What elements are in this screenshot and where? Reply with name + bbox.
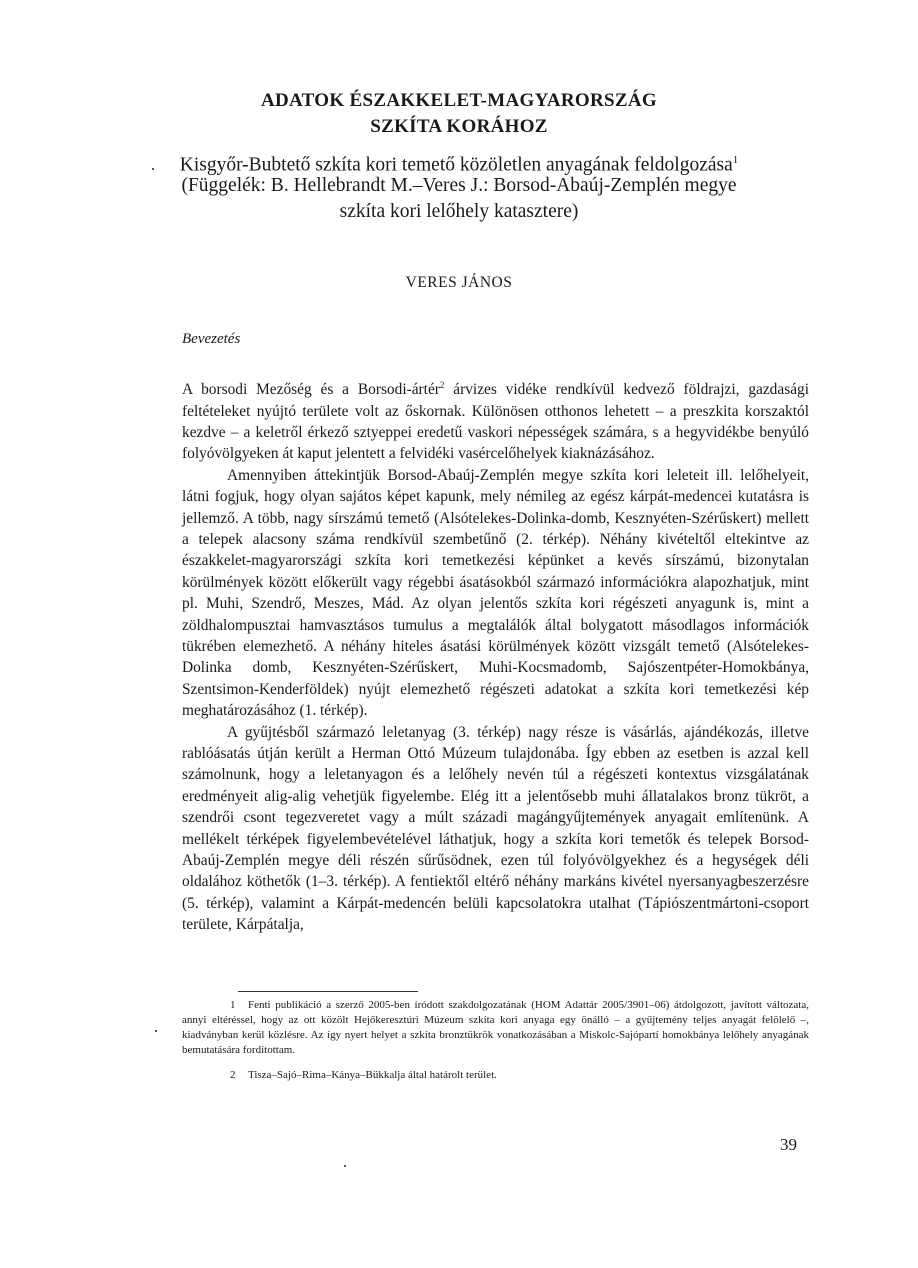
article-title-line-2: SZKÍTA KORÁHOZ xyxy=(370,116,548,137)
scan-speck xyxy=(152,168,154,170)
footnote-text: Tisza–Sajó–Rima–Kánya–Bükkalja által határolt terület. xyxy=(248,1069,497,1081)
scan-speck xyxy=(155,1030,157,1032)
paragraph: A gyűjtésből származó leletanyag (3. térkép) nagy része is vásárlás, ajándékozás, illetve rablóásatás útján került a Herman Ottó Múzeum tulajdonába. Így ebben az esetben is azzal kell számolnunk, hogy a leletanyagon és a lelőhely nevén túl a régészeti kontextus vizsgálatának eredményeit alig-alig vehetjük figyelembe. Elég itt a jelentősebb muhi állatalakos bronz tükröt, a szendrői csont tegezveretet vagy a múlt századi magángyűjtemények anyagait említenünk. A mellékelt térképek figyelembevételével láthatjuk, hogy a szkíta kori temetők és telepek Borsod-Abaúj-Zemplén megye déli részén sűrűsödnek, ezen túl folyóvölgyekhez és a hegységek déli oldalához köthetők (1–3. térkép). A fentiektől eltérő néhány markáns kivétel nyersanyagbeszerzésre (5. térkép), valamint a Kárpát-medencén belüli kapcsolatokra utalhat (Tápiószentmártoni-csoport területe, Kárpátalja, xyxy=(182,723,809,934)
section-heading: Bevezetés xyxy=(182,331,241,347)
paragraph-text: A borsodi Mezőség és a Borsodi-ártér xyxy=(182,381,440,399)
footnote-separator xyxy=(238,991,418,992)
footnote-number: 2 xyxy=(230,1069,236,1081)
paragraph xyxy=(182,375,809,465)
body-text xyxy=(182,375,809,936)
scan-speck xyxy=(344,1165,346,1167)
footnote xyxy=(182,998,809,1058)
subtitle-line-2: (Függelék: B. Hellebrandt M.–Veres J.: Borsod-Abaúj-Zemplén megye xyxy=(181,175,737,196)
article-title-line-1: ADATOK ÉSZAKKELET-MAGYARORSZÁG xyxy=(261,90,657,111)
footnote-marker-2[interactable]: 2 xyxy=(439,380,445,390)
subtitle-line-1-text: Kisgyőr-Bubtető szkíta kori temető közöletlen anyagának feldolgozása xyxy=(179,154,733,176)
footnote-text: Fenti publikáció a szerző 2005-ben íródott szakdolgozatának (HOM Adattár 2005/3901–06) átdolgozott, javított változata, annyi eltéréssel, hogy az ott közölt Hejőkeresztúri Múzeum szkíta kori anyaga egy önálló – a gyűjtemény teljes anyagát felölelő –, kiadványban kerül közlésre. Az így nyert helyet a szkíta bronztükrök vonatkozásában a Miskolc-Sajópartí homokbánya lelőhely anyagának bemutatására fordítottam. xyxy=(182,999,809,1056)
author-name: VERES JÁNOS xyxy=(405,274,513,291)
footnote-number: 1 xyxy=(230,999,236,1011)
subtitle-line-3: szkíta kori lelőhely katasztere) xyxy=(339,201,579,222)
paragraph-text: árvizes vidéke rendkívül kedvező földrajzi, gazdasági feltételeket nyújtó területe volt az őskornak. Különösen otthonos lehetett – a preszkita korszaktól kezdve – a keletről érkező sztyeppei eredetű vaskori népességek számára, s a hegyvidékbe benyúló folyóvölgyeken át kaput jelentett a felvidéki vasércelőhelyek kiaknázásához. xyxy=(182,381,809,463)
footnote-marker-1[interactable]: 1 xyxy=(732,154,739,166)
footnote xyxy=(230,1068,790,1083)
page-number: 39 xyxy=(780,1135,797,1154)
paragraph: Amennyiben áttekintjük Borsod-Abaúj-Zemplén megye szkíta kori leleteit ill. lelőhelyeit, látni fogjuk, hogy olyan sajátos képet kapunk, mely némileg az egész kárpát-medencei kutatásra is jellemző. A több, nagy sírszámú temető (Alsótelekes-Dolinka-domb, Kesznyéten-Szérűskert) mellett a telepek alacsony száma rendkívül szembetűnő (2. térkép). Néhány kivételtől eltekintve az északkelet-magyarországi szkíta kori temetkezési képünket a kevés sírszámú, bizonytalan körülmények között előkerült vagy régebbi ásatásokból származó információkra alapozhatjuk, mint pl. Muhi, Szendrő, Meszes, Mád. Az olyan jelentős szkíta kori régészeti anyagunk is, mint a zöldhalompusztai hamvasztásos tumulus a megtalálók által bolygatott másodlagos információk tükrében elemezhető. A néhány hiteles ásatási körülmények között vizsgált temető (Alsótelekes-Dolinka domb, Kesznyéten-Szérűskert, Muhi-Kocsmadomb, Sajószentpéter-Homokbánya, Szentsimon-Kenderföldek) nyújt elemezhető régészeti adatokat a szkíta kori temetkezési kép meghatározásához (1. térkép). xyxy=(182,466,809,720)
